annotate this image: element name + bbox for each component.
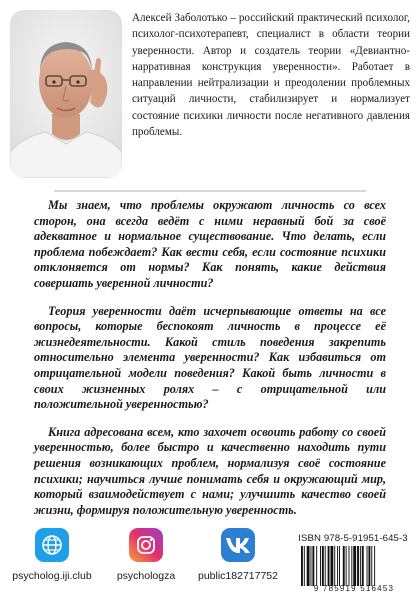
barcode-bar bbox=[353, 546, 356, 586]
social-instagram[interactable] bbox=[102, 528, 190, 582]
section-divider bbox=[54, 190, 366, 192]
social-website-label: psycholog.iji.club bbox=[12, 570, 92, 582]
barcode-bar bbox=[357, 546, 359, 586]
barcode-bar bbox=[301, 546, 303, 586]
barcode-bar bbox=[316, 546, 317, 586]
barcode-bar bbox=[328, 546, 330, 586]
barcode-bar bbox=[325, 546, 326, 586]
barcode-bar bbox=[307, 546, 310, 586]
globe-icon bbox=[35, 528, 69, 562]
social-website[interactable] bbox=[8, 528, 96, 582]
barcode-bar bbox=[312, 546, 314, 586]
author-photo bbox=[10, 10, 122, 178]
barcode-bar bbox=[339, 546, 340, 586]
barcode-bar bbox=[311, 546, 312, 586]
social-instagram-label: psychologza bbox=[116, 570, 176, 582]
social-vk[interactable] bbox=[194, 528, 282, 582]
barcode-bar bbox=[320, 546, 321, 586]
barcode-bar bbox=[360, 546, 361, 586]
barcode-bar bbox=[374, 546, 375, 586]
barcode-bar bbox=[368, 546, 370, 586]
barcode-bar bbox=[346, 546, 347, 586]
author-portrait-image bbox=[10, 10, 122, 178]
barcode-bar bbox=[343, 546, 345, 586]
isbn-text: ISBN 978-5-91951-645-3 bbox=[298, 533, 408, 544]
barcode-digits: 9 785919 516453 bbox=[313, 584, 395, 593]
book-blurb bbox=[34, 198, 386, 530]
barcode-bar bbox=[330, 546, 333, 586]
barcode-bar bbox=[334, 546, 335, 586]
author-bio: Алексей Заболотько – российский практический психолог, психолог-психотерапевт, специалист в области теории уверенности. Автор и создатель теории «Девиантно-нарративная конструкция уверенности». Работает в направлении нейтрализации и преодолении проблемных ситуаций личности, стабилизирует и нормализует состояние психики личности после негативного давления проблемы. bbox=[132, 12, 410, 139]
author-section bbox=[0, 0, 420, 188]
barcode-bar bbox=[371, 546, 372, 586]
blurb-paragraph: Мы знаем, что проблемы окружают личность со всех сторон, она всегда ведёт с ними неравный бой за своё адекватное и нормальное существование. Что делать, если проблема побеждает? Как вести себя, если состояние психики отклоняется от нормы? Как понять, какие действия совершать уверенной личности? bbox=[34, 198, 386, 290]
barcode-bar bbox=[349, 546, 350, 586]
barcode-bar bbox=[362, 546, 364, 586]
instagram-icon bbox=[129, 528, 163, 562]
barcode-bar bbox=[337, 546, 338, 586]
barcode-bar bbox=[304, 546, 305, 586]
isbn-barcode bbox=[300, 546, 408, 586]
barcode-bar bbox=[351, 546, 352, 586]
barcode-bar bbox=[322, 546, 324, 586]
vk-icon bbox=[221, 528, 255, 562]
blurb-paragraph: Книга адресована всем, кто захочет освоить работу со своей уверенностью, более быстро и качественно находить пути решения возникающих проблем, нормализуя своё состояние психики; научиться лучше понимать себя и окружающий мир, который взаимодействует с нами; улучшить качество своей жизни, формируя положительную уверенность. bbox=[34, 424, 386, 517]
social-vk-label: public182717752 bbox=[198, 570, 278, 582]
barcode-bar bbox=[367, 546, 368, 586]
blurb-paragraph: Теория уверенности даёт исчерпывающие ответы на все вопросы, которые беспокоят личность в процессе её жизнедеятельности. Какой стиль поведения закрепить относительно элемента уверенности? Как избавиться от отрицательной модели поведения? Какой быть личности в своих жизненных ролях – с отрицательной или положительной уверенностью? bbox=[34, 303, 386, 412]
